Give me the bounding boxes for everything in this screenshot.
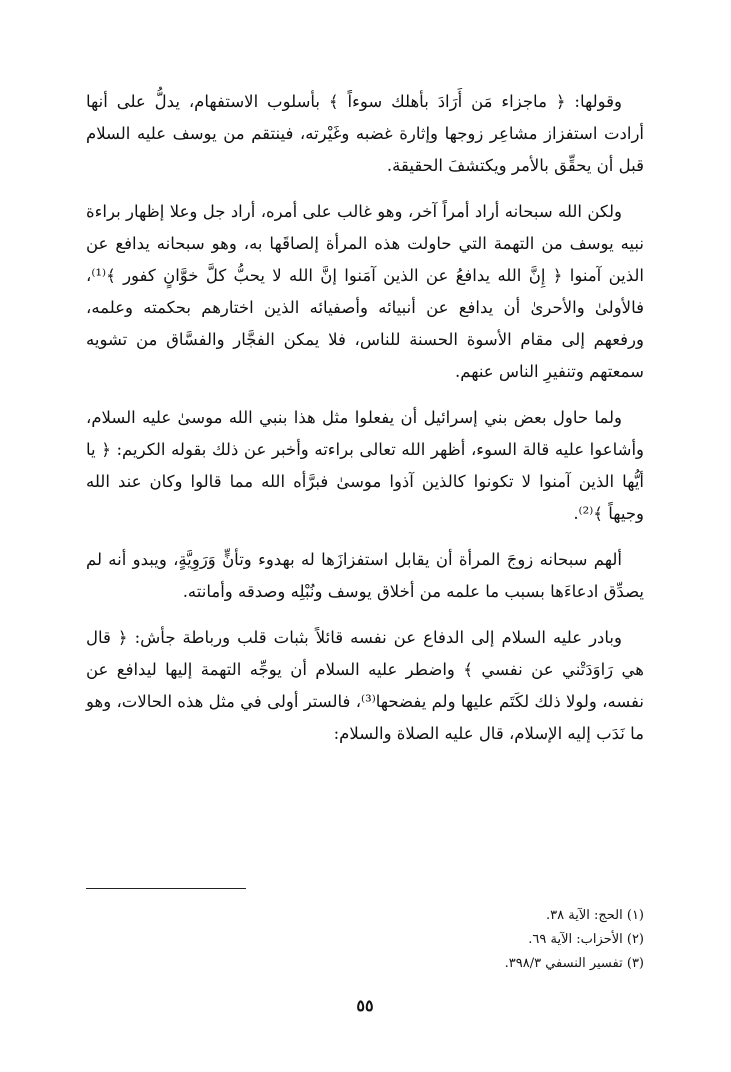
footnote-3: (٣) تفسير النسفي ٣٩٨/٣.: [504, 956, 644, 971]
paragraph-3: ولما حاول بعض بني إسرائيل أن يفعلوا مثل هذا بنبي الله موسىٰ عليه السلام، وأشاعوا عليه قالة السوء، أظهر الله تعالى براءته وأخبر عن ذلك بقوله الكريم: ﴿ يا أيُّها الذين آمنوا لا تكونوا كالذين آذوا موسىٰ فبرَّأه الله مما قالوا وكان عند الله وجيهاً ﴾⁽²⁾.: [86, 408, 644, 523]
paragraph-5: وبادر عليه السلام إلى الدفاع عن نفسه قائلاً بثبات قلب ورباطة جأش: ﴿ قال هي رَاوَدَتْني عن نفسي ﴾ واضطر عليه السلام أن يوجِّه التهمة إليها ليدافع عن نفسه، ولولا ذلك لكَتَم عليها ولم يفضحها⁽³⁾، فالستر أولى في مثل هذه الحالات، وهو ما نَدَب إليه الإسلام، قال عليه الصلاة والسلام:: [86, 628, 644, 743]
paragraph-1: وقولها: ﴿ ماجزاء مَن أَرَادَ بأهلك سوءاً ﴾ بأسلوب الاستفهام، يدلُّ على أنها أرادت استفزاز مشاعِر زوجها وإثارة غضبه وغَيْرته، فينتقم من يوسف عليه السلام قبل أن يحقِّق بالأمر ويكتشفَ الحقيقة.: [86, 92, 644, 175]
footnote-2: (٢) الأحزاب: الآية ٦٩.: [528, 932, 644, 947]
paragraph-4: ألهم سبحانه زوجَ المرأة أن يقابل استفزازَها له بهدوء وتأنٍّ وَرَوِيَّةٍ، ويبدو أنه لم يصدِّق ادعاءَها بسبب ما علمه من أخلاق يوسف ونُبْلِه وصدقه وأمانته.: [86, 550, 644, 601]
page-body: [86, 86, 644, 1015]
footnotes: [86, 904, 644, 976]
page-number: ٥٥: [356, 996, 374, 1015]
footnote-divider: [86, 888, 246, 889]
paragraph-2: ولكن الله سبحانه أراد أمراً آخر، وهو غالب على أمره، أراد جل وعلا إظهار براءة نبيه يوسف من التهمة التي حاولت هذه المرأة إلصاقَها به، وهو سبحانه يدافع عن الذين آمنوا ﴿ إِنَّ الله يدافعُ عن الذين آمَنوا إنَّ الله لا يحبُّ كلَّ خوَّانٍ كفور ﴾⁽¹⁾، فالأولىٰ والأحرىٰ أن يدافع عن أنبيائه وأصفيائه الذين اختارهم بحكمته وعلمه، ورفعهم إلى مقام الأسوة الحسنة للناس، فلا يمكن الفجَّار والفسَّاق من تشويه سمعتهم وتنفيرِ الناس عنهم.: [86, 202, 644, 381]
footnote-1: (١) الحج: الآية ٣٨.: [546, 908, 644, 923]
